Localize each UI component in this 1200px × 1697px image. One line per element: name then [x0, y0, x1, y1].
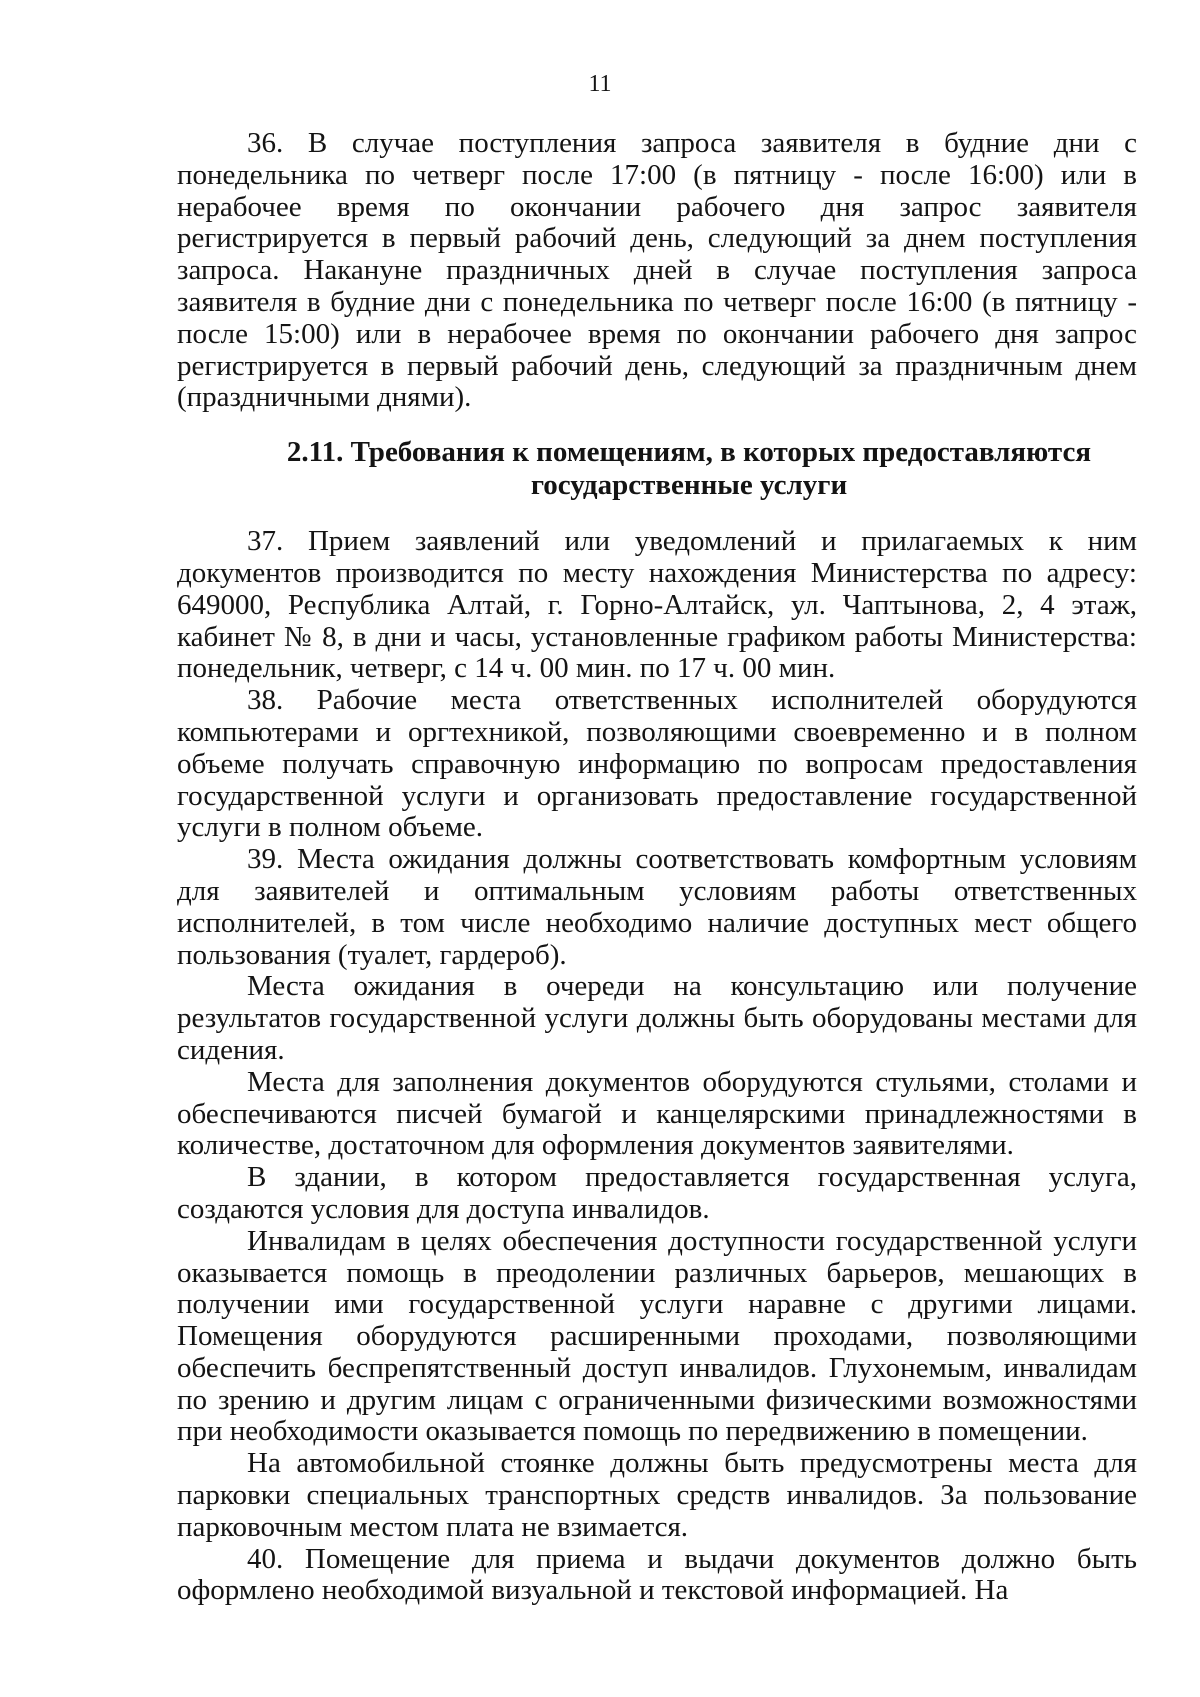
document-body — [177, 128, 1137, 1607]
paragraph-39: 39. Места ожидания должны соответствовать комфортным условиям для заявителей и оптимальным условиям работы ответственных исполнителей, в том числе необходимо наличие доступных мест общего пользования (туалет, гардероб). — [177, 843, 1137, 971]
section-heading — [177, 436, 1137, 502]
page-number: 11 — [588, 71, 612, 97]
paragraph-39-filling-places: Места для заполнения документов оборудуются стульями, столами и обеспечиваются писчей бумагой и канцелярскими принадлежностями в количестве, достаточном для оформления документов заявителями. — [177, 1065, 1137, 1162]
paragraph-39-waiting-places: Места ожидания в очереди на консультацию или получение результатов государственной услуги должны быть оборудованы местами для сидения. — [177, 970, 1137, 1066]
paragraph-39-building-access: В здании, в котором предоставляется государственная услуга, создаются условия для доступа инвалидов. — [177, 1161, 1137, 1225]
paragraph-37: 37. Прием заявлений или уведомлений и прилагаемых к ним документов производится по месту нахождения Министерства по адресу: 649000, Республика Алтай, г. Горно-Алтайск, ул. Чаптынова, 2, 4 этаж, кабинет № 8, в дни и часы, установленные графиком работы Министерства: понедельник, четверг, с 14 ч. 00 мин. по 17 ч. 00 мин. — [177, 525, 1137, 685]
paragraph-40: 40. Помещение для приема и выдачи документов должно быть оформлено необходимой визуальной и текстовой информацией. На — [177, 1542, 1137, 1607]
paragraph-39-parking: На автомобильной стоянке должны быть предусмотрены места для парковки специальных транспортных средств инвалидов. За пользование парковочным местом плата не взимается. — [177, 1447, 1137, 1543]
paragraph-39-disabled-assistance: Инвалидам в целях обеспечения доступности государственной услуги оказывается помощь в преодолении различных барьеров, мешающих в получении ими государственной услуги наравне с другими лицами. Помещения оборудуются расширенными проходами, позволяющими обеспечить беспрепятственный доступ инвалидов. Глухонемым, инвалидам по зрению и другим лицам с ограниченными физическими возможностями при необходимости оказывается помощь по передвижению в помещении. — [177, 1224, 1137, 1448]
section-heading-line-2: государственные услуги — [530, 469, 848, 502]
paragraph-36: 36. В случае поступления запроса заявителя в будние дни с понедельника по четверг после 17:00 (в пятницу - после 16:00) или в нерабочее время по окончании рабочего дня запрос заявителя регистрируется в первый рабочий день, следующий за днем поступления запроса. Накануне праздничных дней в случае поступления запроса заявителя в будние дни с понедельника по четверг после 16:00 (в пятницу - после 15:00) или в нерабочее время по окончании рабочего дня запрос регистрируется в первый рабочий день, следующий за праздничным днем (праздничными днями). — [177, 127, 1137, 414]
section-heading-line-1: 2.11. Требования к помещениям, в которых предоставляются — [286, 436, 1092, 469]
paragraph-38: 38. Рабочие места ответственных исполнителей оборудуются компьютерами и оргтехникой, позволяющими своевременно и в полном объеме получать справочную информацию по вопросам предоставления государственной услуги и организовать предоставление государственной услуги в полном объеме. — [177, 684, 1137, 844]
